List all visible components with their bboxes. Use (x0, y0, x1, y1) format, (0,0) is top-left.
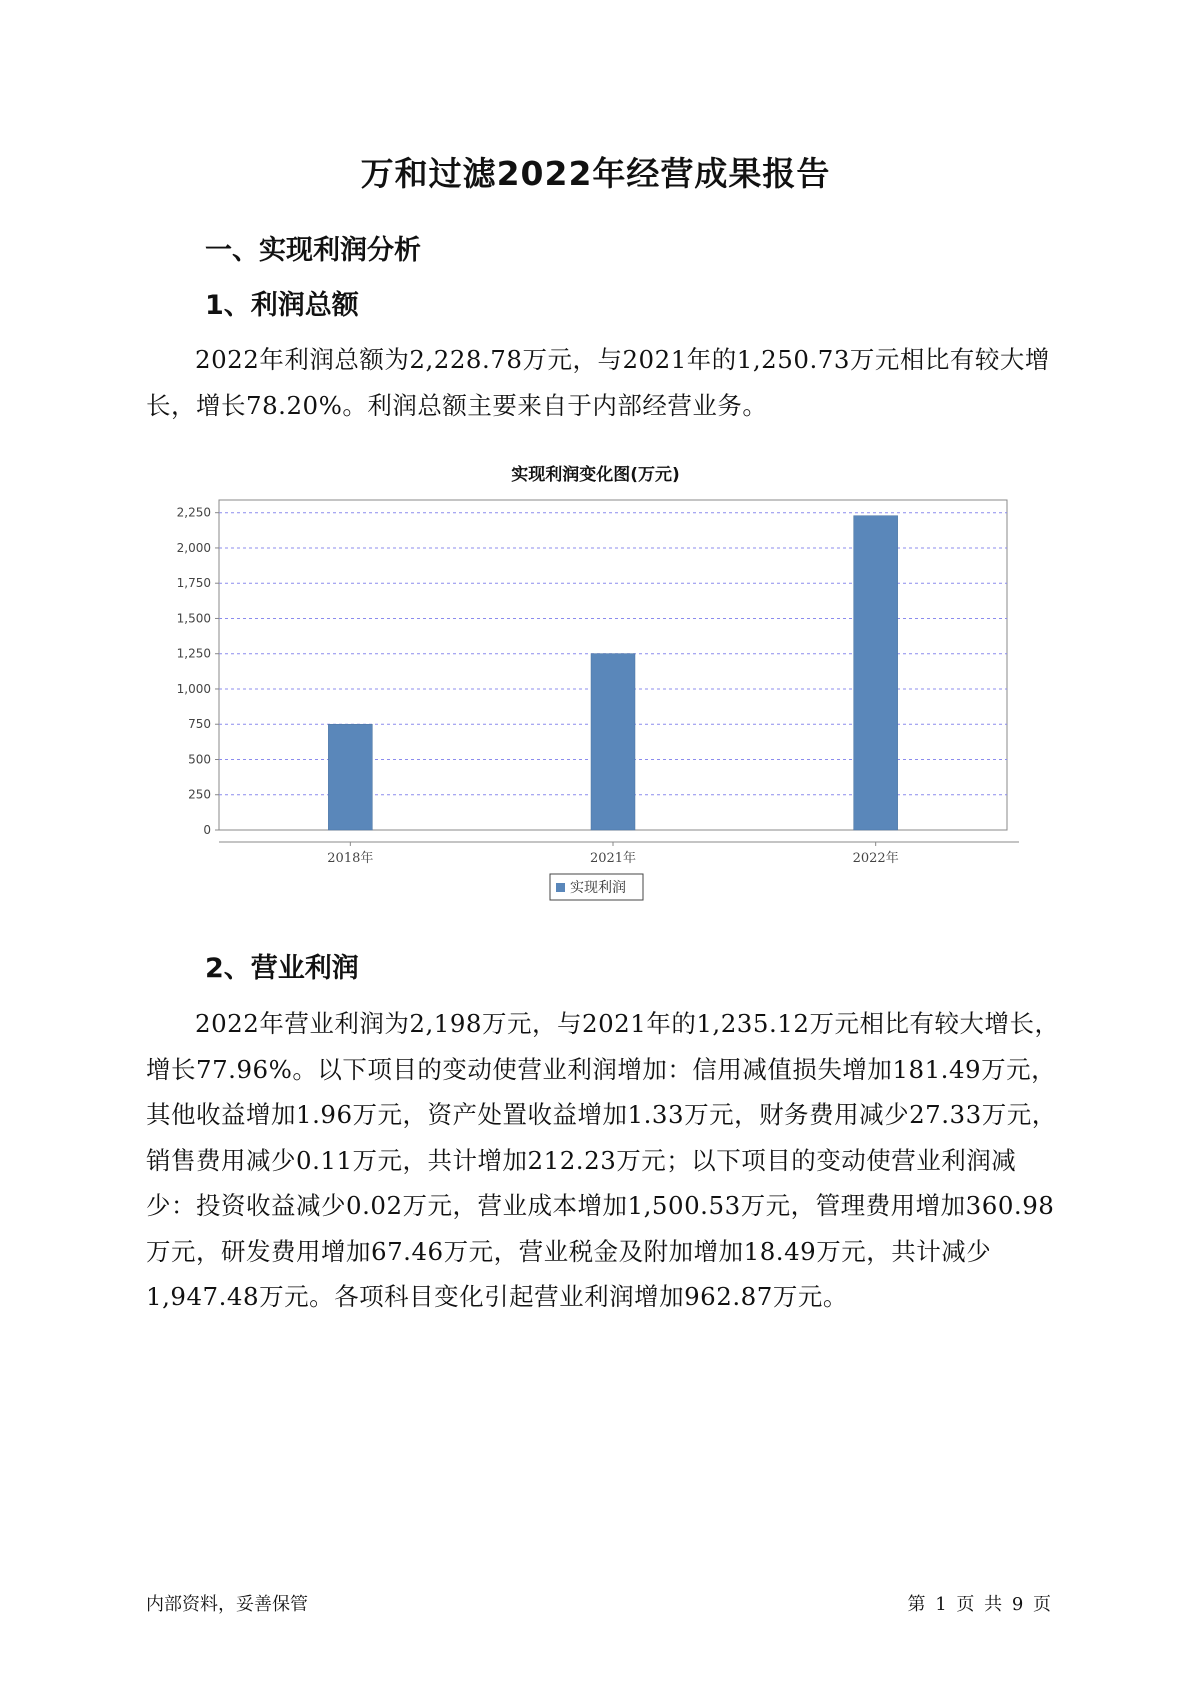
legend-label: 实现利润 (570, 880, 626, 896)
y-tick-label: 1,000 (176, 681, 211, 696)
x-tick-label: 2022年 (852, 851, 899, 866)
y-tick-label: 2,250 (176, 505, 211, 520)
page-title: 万和过滤2022年经营成果报告 (360, 154, 831, 193)
chart-title: 实现利润变化图(万元) (511, 465, 680, 485)
y-tick-label: 0 (203, 823, 211, 837)
y-tick-label: 250 (188, 787, 211, 802)
footer-page-number: 第 1 页 共 9 页 (907, 1594, 1051, 1615)
total-profit-paragraph: 2022年利润总额为2,228.78万元，与2021年的1,250.73万元相比有较大增长，增长78.20%。利润总额主要来自于内部经营业务。 (146, 345, 1050, 420)
legend-swatch (556, 883, 565, 892)
subsection-heading-total-profit: 1、利润总额 (205, 290, 359, 321)
y-tick-label: 1,500 (176, 611, 211, 626)
bar (591, 654, 635, 830)
subsection-heading-operating-profit: 2、营业利润 (205, 953, 359, 984)
y-tick-label: 750 (188, 717, 211, 732)
bar (854, 516, 898, 830)
section-heading-profit-analysis: 一、实现利润分析 (205, 235, 421, 266)
y-tick-label: 500 (188, 752, 211, 767)
footer-confidential-note: 内部资料，妥善保管 (146, 1594, 308, 1615)
x-tick-label: 2018年 (327, 851, 374, 866)
x-tick-label: 2021年 (589, 851, 637, 866)
operating-profit-paragraph: 2022年营业利润为2,198万元，与2021年的1,235.12万元相比有较大增长，增长77.96%。以下项目的变动使营业利润增加：信用减值损失增加181.49万元，其他收益增加1.96万元，资产处置收益增加1.33万元，财务费用减少27.33万元，销售费用减少0.11万元，共计增加212.23万元；以下项目的变动使营业利润减少：投资收益减少0.02万元，营业成本增加1,500.53万元，管理费用增加360.98万元，研发费用增加67.46万元，营业税金及附加增加18.49万元，共计减少1,947.48万元。各项科目变化引起营业利润增加962.87万元。 (146, 1009, 1060, 1311)
y-tick-label: 2,000 (176, 540, 211, 555)
y-tick-label: 1,250 (176, 646, 211, 661)
y-tick-label: 1,750 (176, 576, 211, 591)
bar (328, 724, 372, 830)
